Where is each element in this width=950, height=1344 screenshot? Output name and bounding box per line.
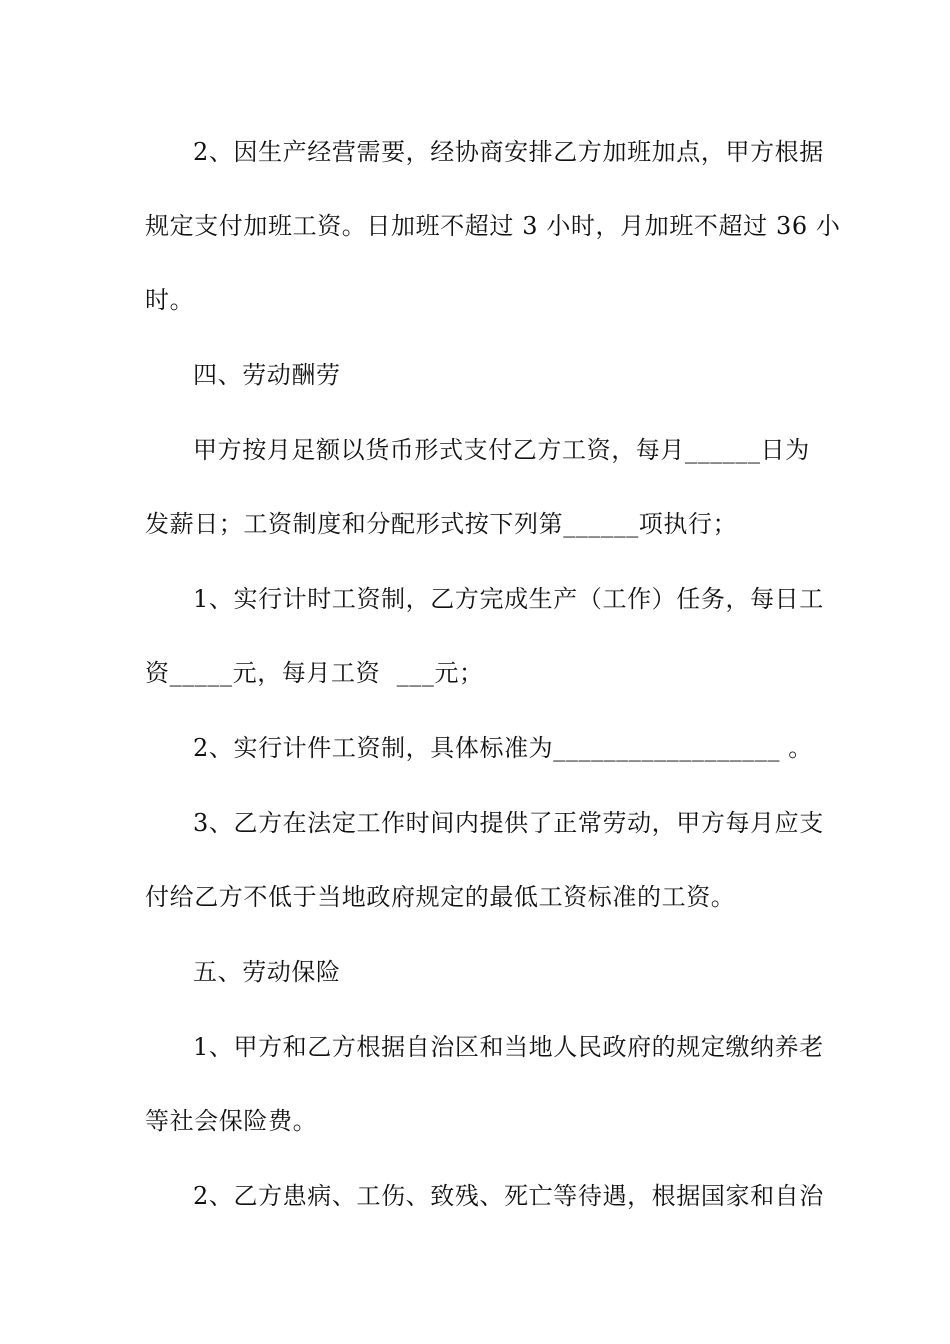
paragraph-insurance-line-1: 1、甲方和乙方根据自治区和当地人民政府的规定缴纳养老 xyxy=(193,1033,824,1061)
paragraph-wage-line-1: 甲方按月足额以货币形式支付乙方工资，每月______日为 xyxy=(193,436,810,464)
paragraph-overtime-line-3: 时。 xyxy=(145,286,195,314)
paragraph-insurance-line-2: 等社会保险费。 xyxy=(145,1107,318,1135)
paragraph-wage-line-2: 发薪日；工资制度和分配形式按下列第______项执行； xyxy=(145,510,738,538)
paragraph-hourly-line-2: 资_____元，每月工资 ___元； xyxy=(145,659,484,687)
section-heading-remuneration: 四、劳动酬劳 xyxy=(193,361,341,389)
section-heading-insurance: 五、劳动保险 xyxy=(193,958,341,986)
paragraph-minimum-wage-line-1: 3、乙方在法定工作时间内提供了正常劳动，甲方每月应支 xyxy=(193,809,824,837)
paragraph-piecework: 2、实行计件工资制，具体标准为__________________ 。 xyxy=(193,734,813,762)
paragraph-overtime-line-2: 规定支付加班工资。日加班不超过 3 小时，月加班不超过 36 小 xyxy=(145,212,841,240)
paragraph-overtime-line-1: 2、因生产经营需要，经协商安排乙方加班加点，甲方根据 xyxy=(193,138,824,166)
paragraph-illness-line-1: 2、乙方患病、工伤、致残、死亡等待遇，根据国家和自治 xyxy=(193,1182,824,1210)
paragraph-hourly-line-1: 1、实行计时工资制，乙方完成生产（工作）任务，每日工 xyxy=(193,585,824,613)
paragraph-minimum-wage-line-2: 付给乙方不低于当地政府规定的最低工资标准的工资。 xyxy=(145,883,736,911)
